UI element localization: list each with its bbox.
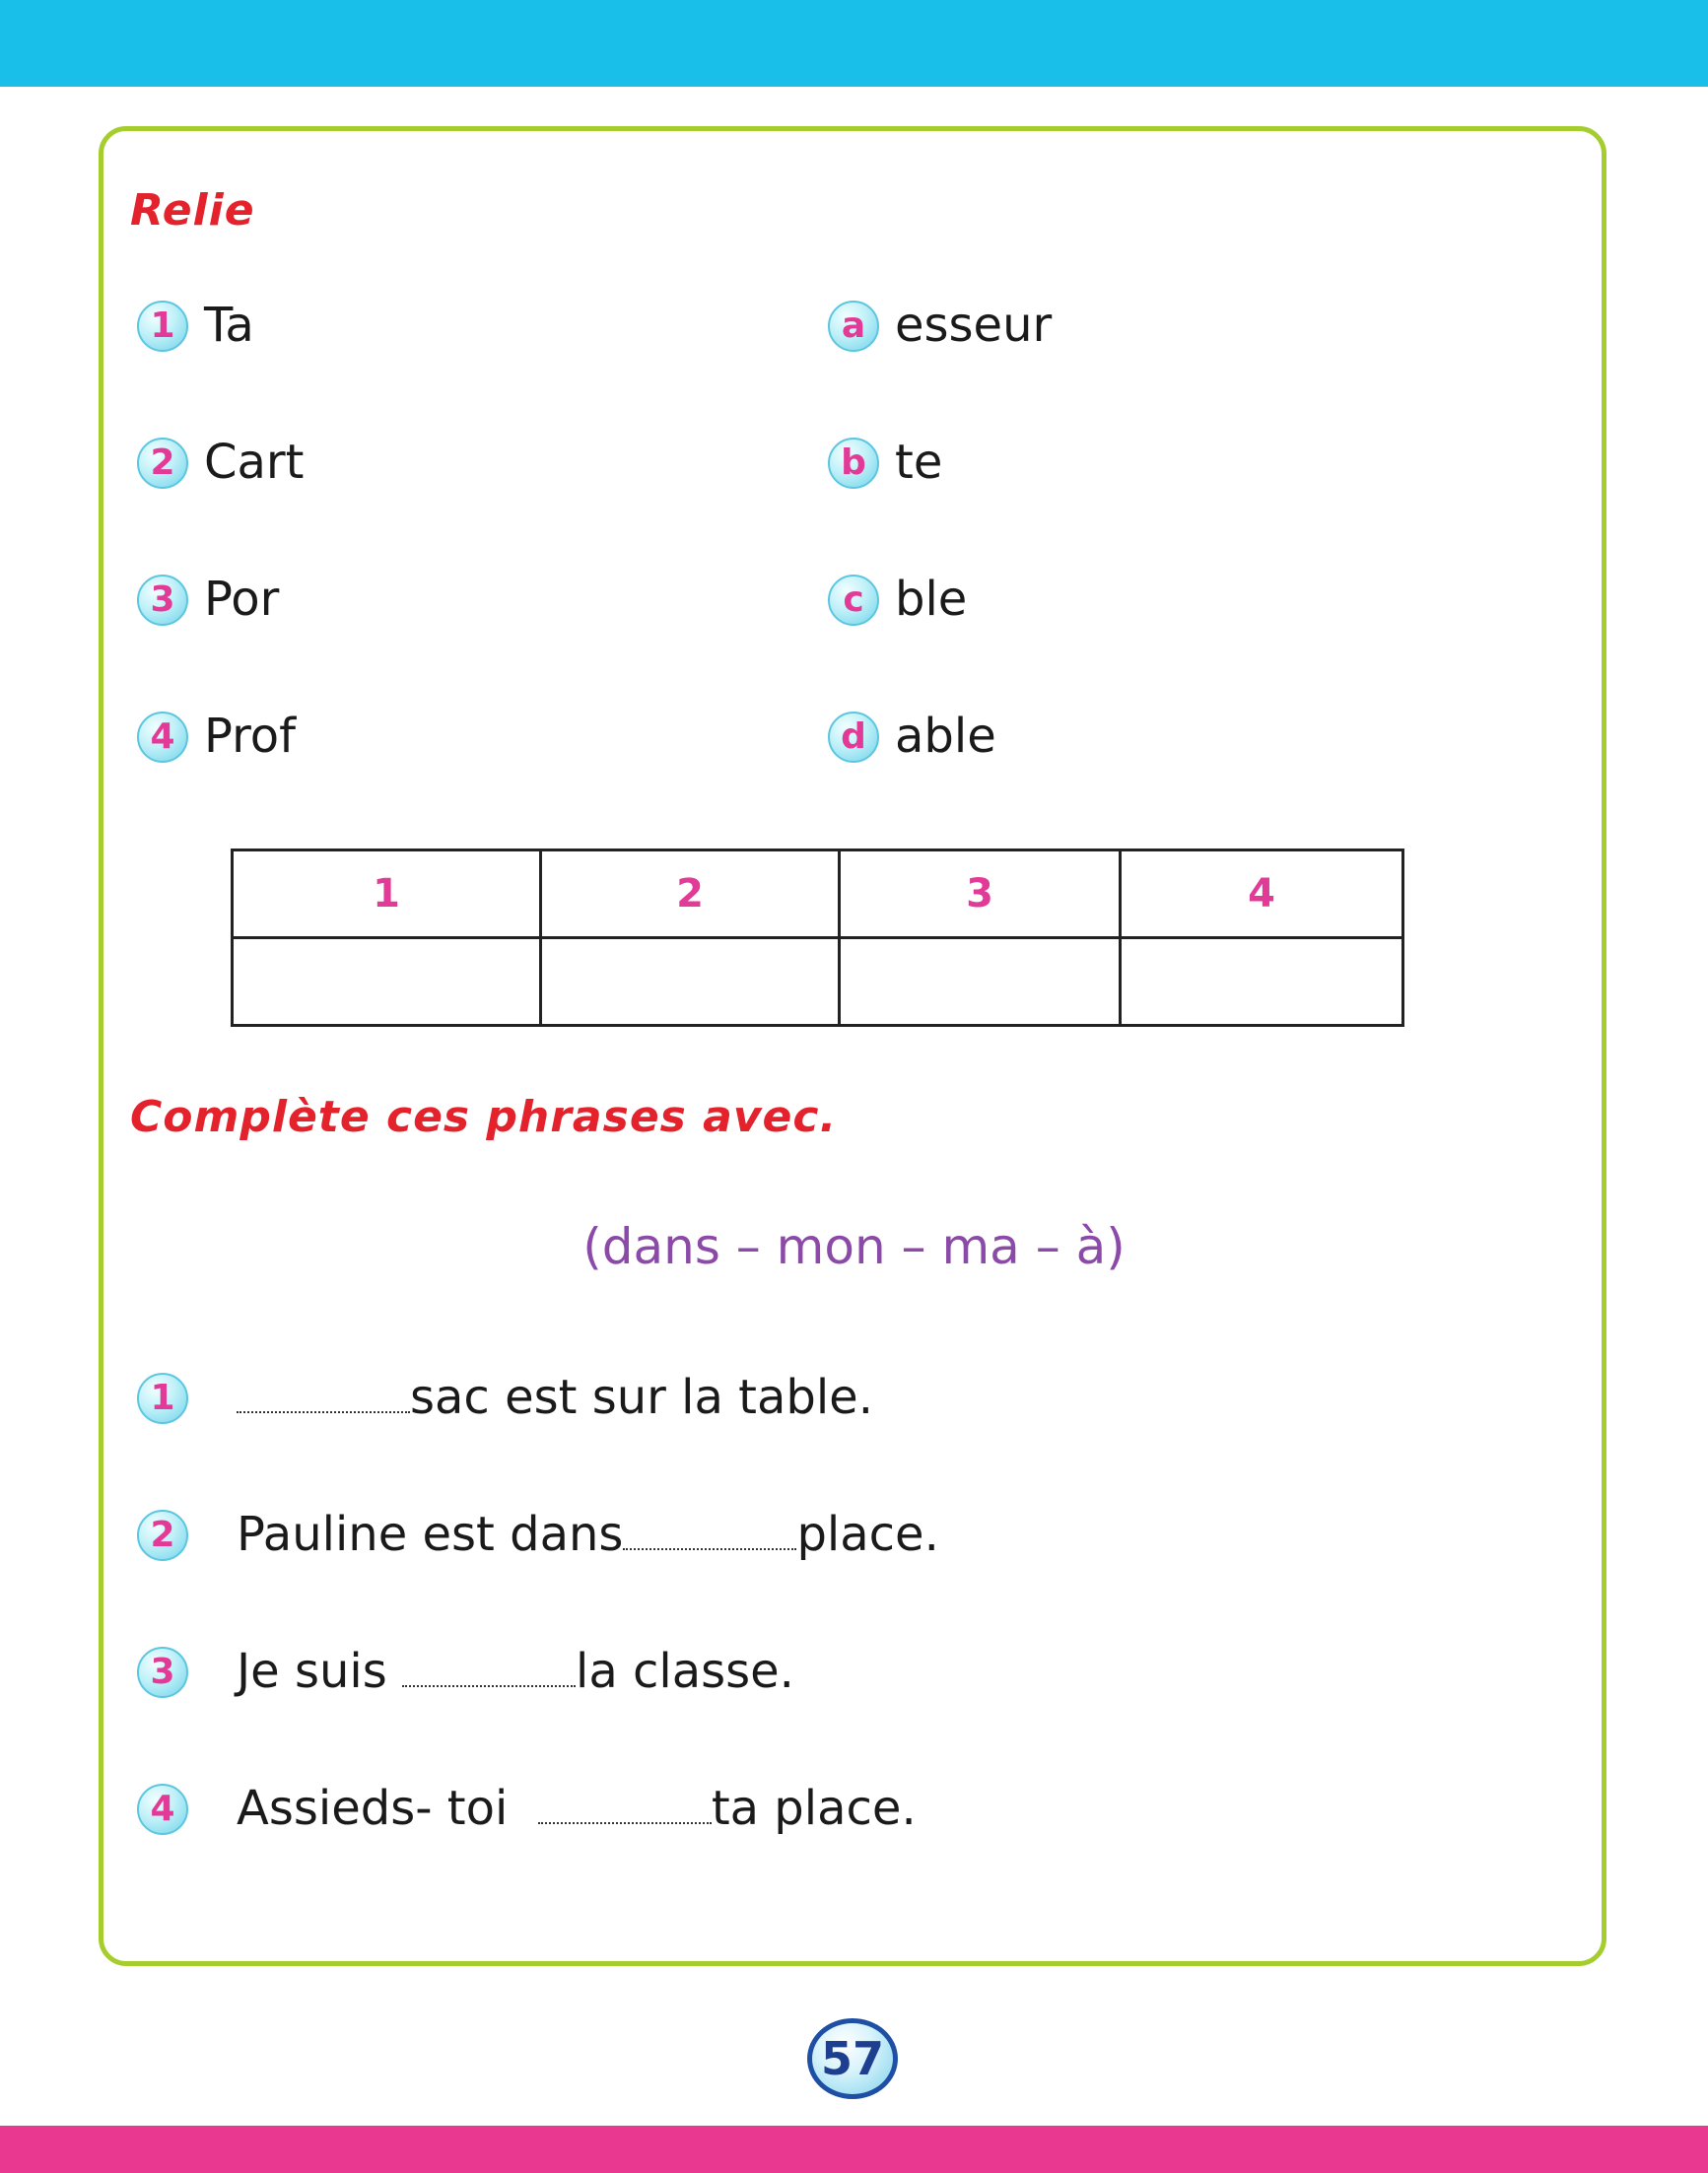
answer-header-2: 2 [541, 850, 840, 938]
left-badge-4: 4 [137, 712, 188, 763]
right-item-d: able [895, 709, 996, 764]
answer-header-1: 1 [233, 850, 541, 938]
left-badge-2: 2 [137, 438, 188, 489]
sentence-3-after: la classe. [575, 1644, 794, 1699]
sentence-4-after: ta place. [711, 1781, 917, 1836]
answer-cell-2[interactable] [541, 938, 840, 1026]
right-item-c: ble [895, 572, 968, 627]
right-badge-b: b [828, 438, 879, 489]
sentence-2 [237, 1505, 939, 1564]
answer-table [231, 849, 1404, 1027]
bottom-color-band [0, 2126, 1708, 2173]
answer-cell-3[interactable] [840, 938, 1121, 1026]
relie-title: Relie [130, 185, 255, 236]
sentence-3-blank[interactable] [402, 1684, 576, 1687]
sentence-2-blank[interactable] [623, 1547, 796, 1550]
sentence-badge-3: 3 [137, 1647, 188, 1698]
word-choices: (dans – mon – ma – à) [582, 1218, 1126, 1275]
sentence-1 [237, 1368, 873, 1427]
sentence-badge-4: 4 [137, 1784, 188, 1835]
answer-header-4: 4 [1121, 850, 1403, 938]
left-item-3: Por [204, 572, 280, 627]
left-item-2: Cart [204, 435, 305, 490]
right-badge-d: d [828, 712, 879, 763]
sentence-badge-2: 2 [137, 1510, 188, 1561]
answer-cell-1[interactable] [233, 938, 541, 1026]
sentence-4-before: Assieds- toi [237, 1781, 538, 1836]
left-badge-1: 1 [137, 301, 188, 352]
answer-cell-4[interactable] [1121, 938, 1403, 1026]
complete-title: Complète ces phrases avec. [130, 1092, 838, 1142]
answer-header-3: 3 [840, 850, 1121, 938]
answer-table-header-row [233, 850, 1403, 938]
sentence-3-before: Je suis [237, 1644, 402, 1699]
sentence-3 [237, 1642, 794, 1701]
sentence-1-after: sac est sur la table. [410, 1370, 873, 1425]
left-badge-3: 3 [137, 575, 188, 626]
right-item-a: esseur [895, 298, 1053, 353]
left-item-1: Ta [204, 298, 254, 353]
page-number: 57 [807, 2018, 898, 2099]
right-item-b: te [895, 435, 943, 490]
sentence-4-blank[interactable] [538, 1821, 712, 1824]
right-badge-c: c [828, 575, 879, 626]
top-color-band [0, 0, 1708, 87]
sentence-2-after: place. [796, 1507, 939, 1562]
sentence-2-before: Pauline est dans [237, 1507, 624, 1562]
right-badge-a: a [828, 301, 879, 352]
sentence-1-blank[interactable] [237, 1410, 410, 1413]
sentence-4 [237, 1779, 917, 1838]
sentence-badge-1: 1 [137, 1373, 188, 1424]
answer-table-answer-row [233, 938, 1403, 1026]
left-item-4: Prof [204, 709, 297, 764]
